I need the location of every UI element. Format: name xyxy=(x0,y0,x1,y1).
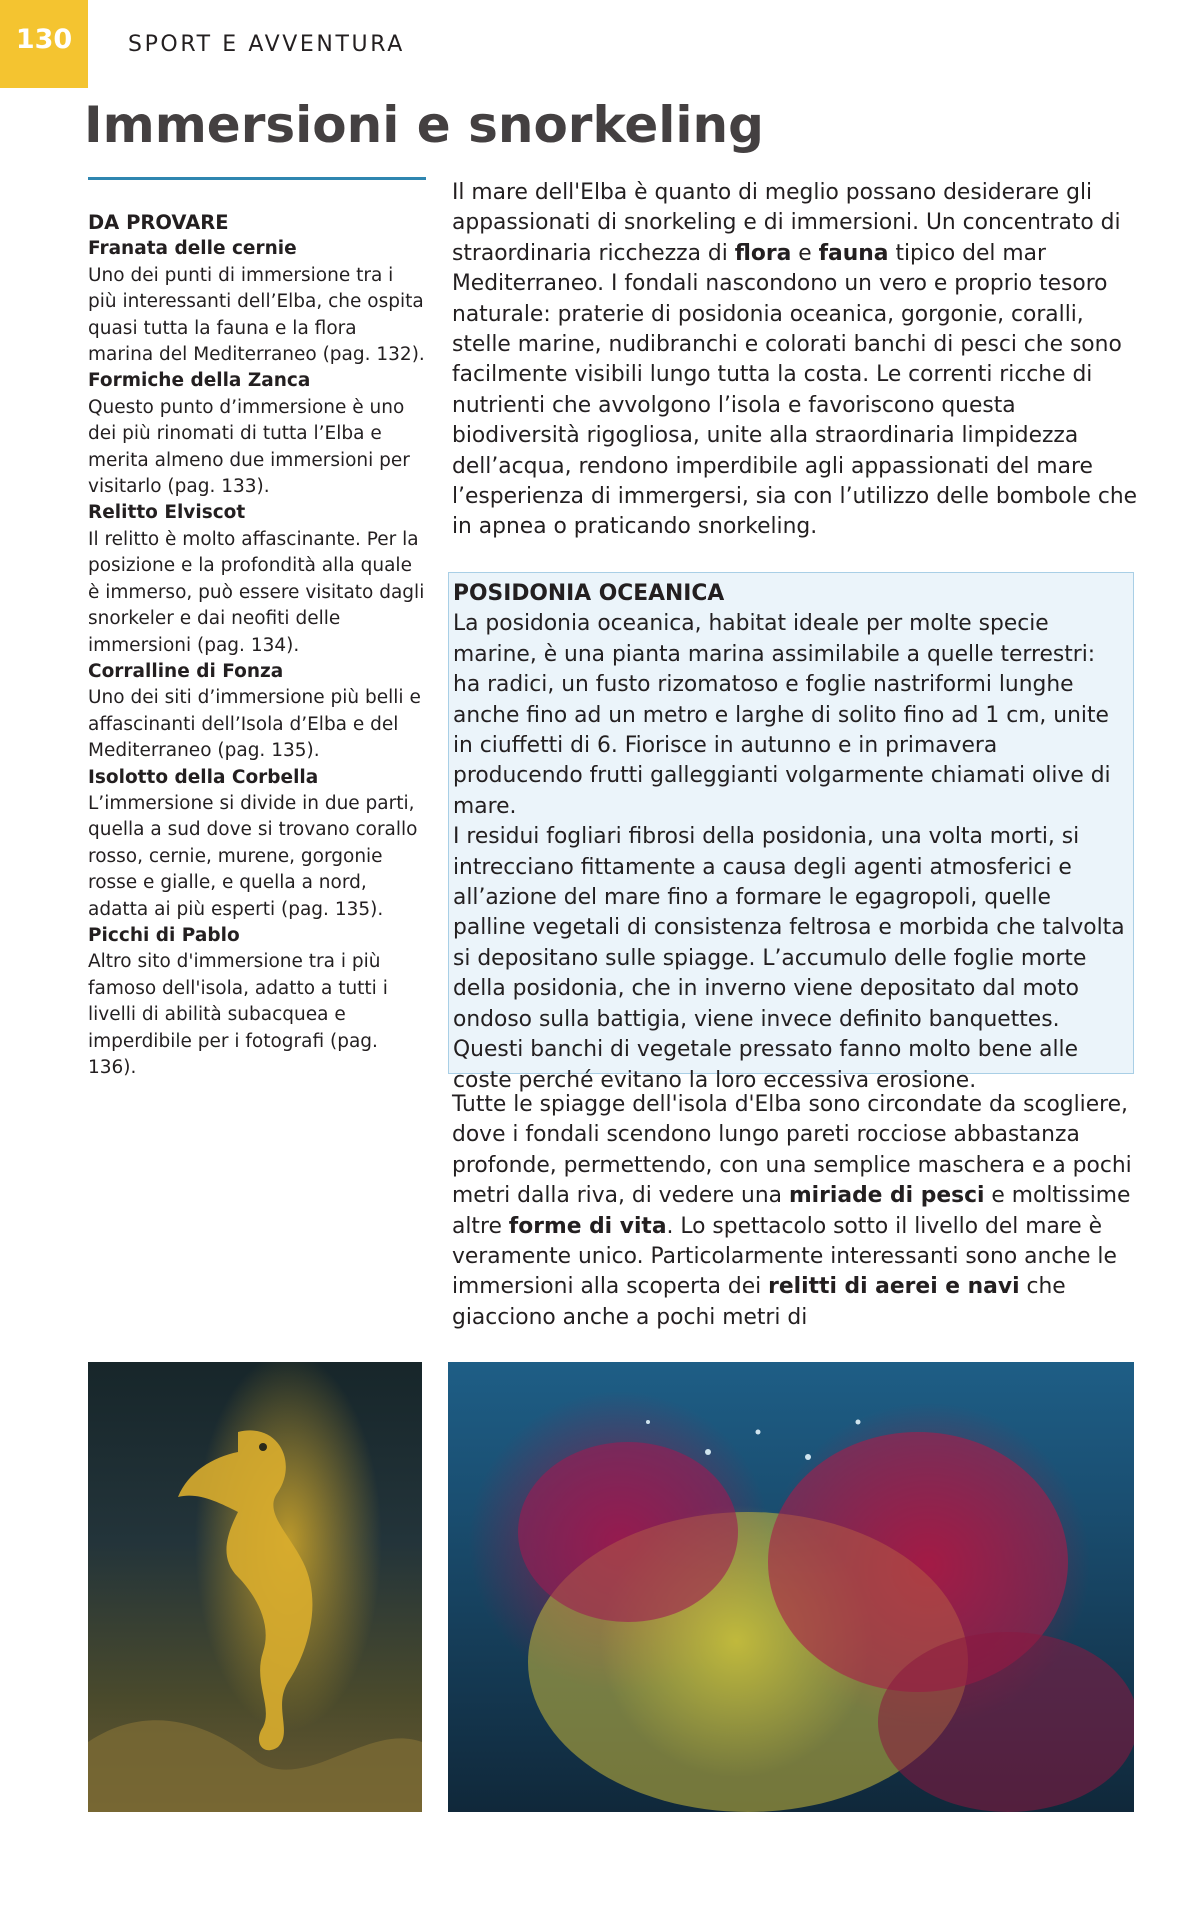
outro-bold: relitti di aerei e navi xyxy=(768,1274,1020,1300)
infobox-title: POSIDONIA OCEANICA xyxy=(453,581,725,606)
section-label: SPORT E AVVENTURA xyxy=(128,32,405,57)
intro-bold-flora: flora xyxy=(734,240,792,266)
dive-site-name: Isolotto della Corbella xyxy=(88,766,319,788)
intro-text: e xyxy=(791,240,819,266)
dive-site-entry xyxy=(88,923,426,1081)
dive-site-text: Il relitto è molto affascinante. Per la posizione e la profondità alla quale è immerso, può essere visitato dagli snorkeler e dai neofiti delle immersioni (pag. 134). xyxy=(88,528,425,656)
dive-site-entry xyxy=(88,368,426,500)
sidebar-heading: DA PROVARE xyxy=(88,211,229,234)
dive-site-text: Altro sito d'immersione tra i più famoso dell'isola, adatto a tutti i livelli di abilità subacquea e imperdibile per i fotografi (pag. 136). xyxy=(88,951,388,1078)
dive-site-text: Uno dei siti d’immersione più belli e affascinanti dell’Isola d’Elba e del Mediterraneo (pag. 135). xyxy=(88,687,421,762)
outro-text: . Lo spettacolo sotto il livello del mare è veramente unico. Particolarmente interessanti sono anche le immersioni alla scoperta dei xyxy=(452,1213,1117,1300)
dive-site-text: Questo punto d’immersione è uno dei più rinomati di tutta l’Elba e merita almeno due immersioni per visitarlo (pag. 133). xyxy=(88,396,410,498)
outro-bold: miriade di pesci xyxy=(788,1183,985,1209)
dive-site-entry xyxy=(88,500,426,658)
intro-text: tipico del mar Mediterraneo. I fondali nascondono un vero e proprio tesoro naturale: praterie di posidonia oceanica, gorgonie, coralli, stelle marine, nudibranchi e colorati banchi di pesci che sono facilmente visibili lungo tutta la costa. Le correnti ricche di nutrienti che avvolgono l’isola e favoriscono questa biodiversità rigogliosa, unite alla straordinaria limpidezza dell’acqua, rendono imperdibile agli appassionati del mare l’esperienza di immergersi, sia con l’utilizzo delle bombole che in apnea o praticando snorkeling. xyxy=(452,240,1138,540)
dive-site-entry xyxy=(88,765,426,923)
seahorse-photo xyxy=(88,1362,422,1812)
intro-text: Il mare dell'Elba è quanto di meglio possano desiderare gli appassionati di snorkeling e di immersioni. Un concentrato di straordinaria ricchezza di xyxy=(452,180,1121,266)
dive-site-text: Uno dei punti di immersione tra i più interessanti dell’Elba, che ospita quasi tutta la fauna e la flora marina del Mediterraneo (pag. 132). xyxy=(88,264,425,366)
infobox-paragraph: I residui fogliari fibrosi della posidonia, una volta morti, si intrecciano fittamente a causa degli agenti atmosferici e all’azione del mare fino a formare le egagropoli, quelle palline vegetali di consistenza feltrosa e morbida che talvolta si depositano sulle spiagge. L’accumulo delle foglie morte della posidonia, che in inverno viene depositato dal moto ondoso sulla battigia, viene invece definito banquettes. Questi banchi di vegetale pressato fanno molto bene alle coste perché evitano la loro eccessiva erosione. xyxy=(453,824,1125,1093)
outro-text: Tutte le spiagge dell'isola d'Elba sono circondate da scogliere, dove i fondali scendono lungo pareti rocciose abbastanza profonde, permettendo, con una semplice maschera e a pochi metri dalla riva, di vedere una xyxy=(452,1092,1132,1209)
outro-text: e moltissime altre xyxy=(452,1183,1131,1239)
dive-site-entry xyxy=(88,659,426,765)
dive-site-name: Relitto Elviscot xyxy=(88,502,246,524)
page-title: Immersioni e snorkeling xyxy=(84,96,764,154)
intro-bold-fauna: fauna xyxy=(818,240,889,266)
dive-site-name: Formiche della Zanca xyxy=(88,370,311,392)
outro-text: che giacciono anche a pochi metri di xyxy=(452,1274,1066,1330)
page-number: 130 xyxy=(15,24,73,55)
posidonia-infobox xyxy=(448,572,1134,1093)
outro-bold: forme di vita xyxy=(508,1213,667,1239)
seahorse-illustration xyxy=(88,1362,422,1812)
title-rule xyxy=(88,177,426,180)
dive-sites-sidebar xyxy=(88,210,426,1081)
dive-site-name: Picchi di Pablo xyxy=(88,924,240,946)
dive-site-entry xyxy=(88,236,426,368)
dive-site-name: Franata delle cernie xyxy=(88,238,297,260)
outro-paragraph xyxy=(452,1090,1140,1333)
infobox-paragraph: La posidonia oceanica, habitat ideale per molte specie marine, è una pianta marina assimilabile a quelle terrestri: ha radici, un fusto rizomatoso e foglie nastriformi lunghe anche fino ad un metro e larghe di solito fino ad 1 cm, unite in ciuffetti di 6. Fiorisce in autunno e in primavera producendo frutti galleggianti volgarmente chiamati olive di mare. xyxy=(453,611,1111,819)
reef-photo xyxy=(448,1362,1134,1812)
intro-paragraph xyxy=(452,178,1140,543)
dive-site-name: Corralline di Fonza xyxy=(88,660,284,682)
dive-site-text: L’immersione si divide in due parti, quella a sud dove si trovano corallo rosso, cernie, murene, gorgonie rosse e gialle, e quella a nord, adatta ai più esperti (pag. 135). xyxy=(88,792,418,920)
reef-illustration xyxy=(448,1362,1134,1812)
